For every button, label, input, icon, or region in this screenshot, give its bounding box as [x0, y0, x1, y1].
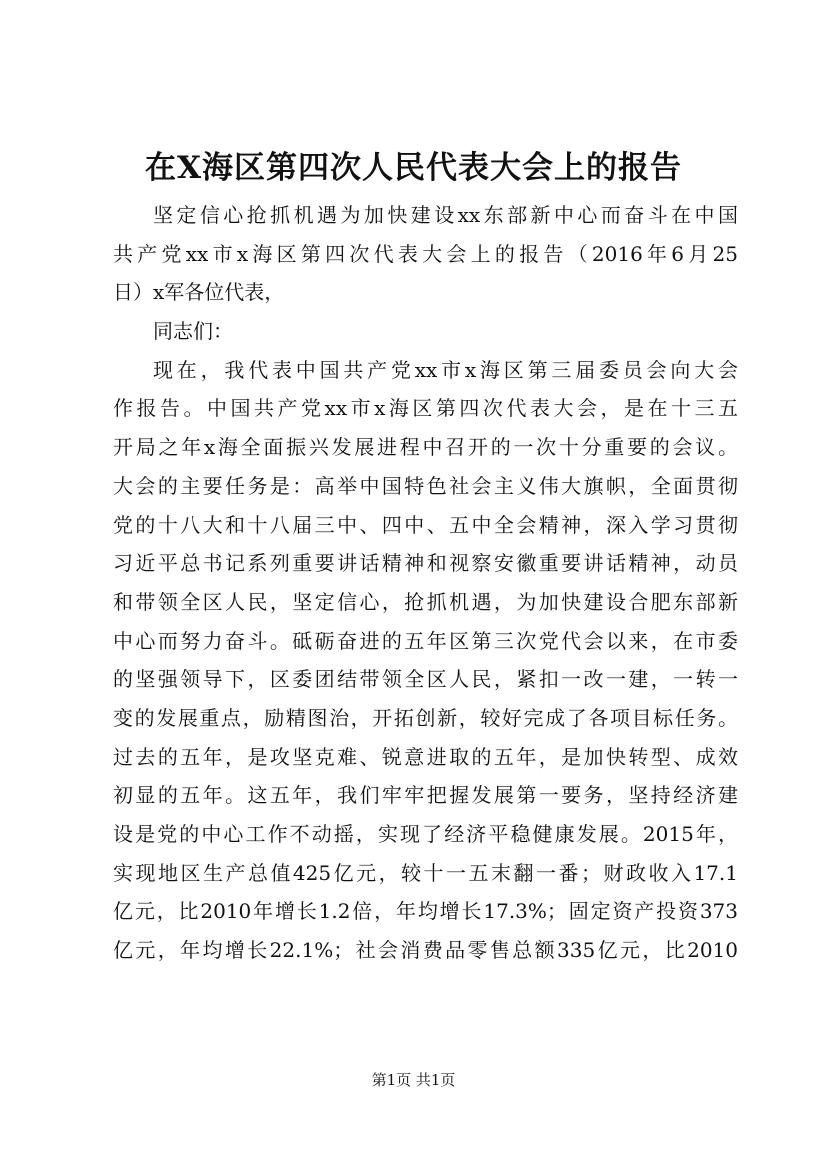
document-body — [113, 196, 738, 970]
page-number-footer: 第1页 共1页 — [371, 1071, 456, 1089]
body-line: 亿元，比2010年增长1.2倍，年均增长17.3%；固定资产投资373 — [113, 899, 738, 924]
body-line: 党的十八大和十八届三中、四中、五中全会精神，深入学习贯彻 — [113, 512, 738, 537]
body-line: 初显的五年。这五年，我们牢牢把握发展第一要务，坚持经济建 — [113, 783, 738, 808]
body-line: 坚定信心抢抓机遇为加快建设xx东部新中心而奋斗在中国 — [153, 203, 738, 227]
body-line: 过去的五年，是攻坚克难、锐意进取的五年，是加快转型、成效 — [113, 744, 738, 769]
body-line: 变的发展重点，励精图治，开拓创新，较好完成了各项目标任务。 — [113, 705, 738, 730]
body-line: 开局之年x海全面振兴发展进程中召开的一次十分重要的会议。 — [113, 435, 738, 460]
body-line: 亿元，年均增长22.1%；社会消费品零售总额335亿元，比2010 — [113, 938, 738, 963]
body-line: 共产党xx市x海区第四次代表大会上的报告（2016年6月25 — [113, 241, 738, 266]
body-line: 习近平总书记系列重要讲话精神和视察安徽重要讲话精神，动员 — [113, 551, 738, 576]
body-line: 和带领全区人民，坚定信心，抢抓机遇，为加快建设合肥东部新 — [113, 589, 738, 614]
body-line: 大会的主要任务是：高举中国特色社会主义伟大旗帜，全面贯彻 — [113, 473, 738, 498]
document-title: 在X海区第四次人民代表大会上的报告 — [144, 150, 683, 186]
body-line: 中心而努力奋斗。砥砺奋进的五年区第三次党代会以来，在市委 — [113, 628, 738, 653]
body-line: 日）x军各位代表， — [113, 280, 285, 305]
body-line: 设是党的中心工作不动摇，实现了经济平稳健康发展。2015年， — [113, 822, 738, 846]
body-line: 实现地区生产总值425亿元，较十一五末翻一番；财政收入17.1 — [113, 860, 738, 885]
body-line: 同志们： — [153, 319, 233, 344]
body-line: 的坚强领导下，区委团结带领全区人民，紧扣一改一建，一转一 — [113, 667, 738, 692]
body-line: 作报告。中国共产党xx市x海区第四次代表大会，是在十三五 — [113, 396, 738, 421]
body-line: 现在，我代表中国共产党xx市x海区第三届委员会向大会 — [153, 357, 738, 382]
